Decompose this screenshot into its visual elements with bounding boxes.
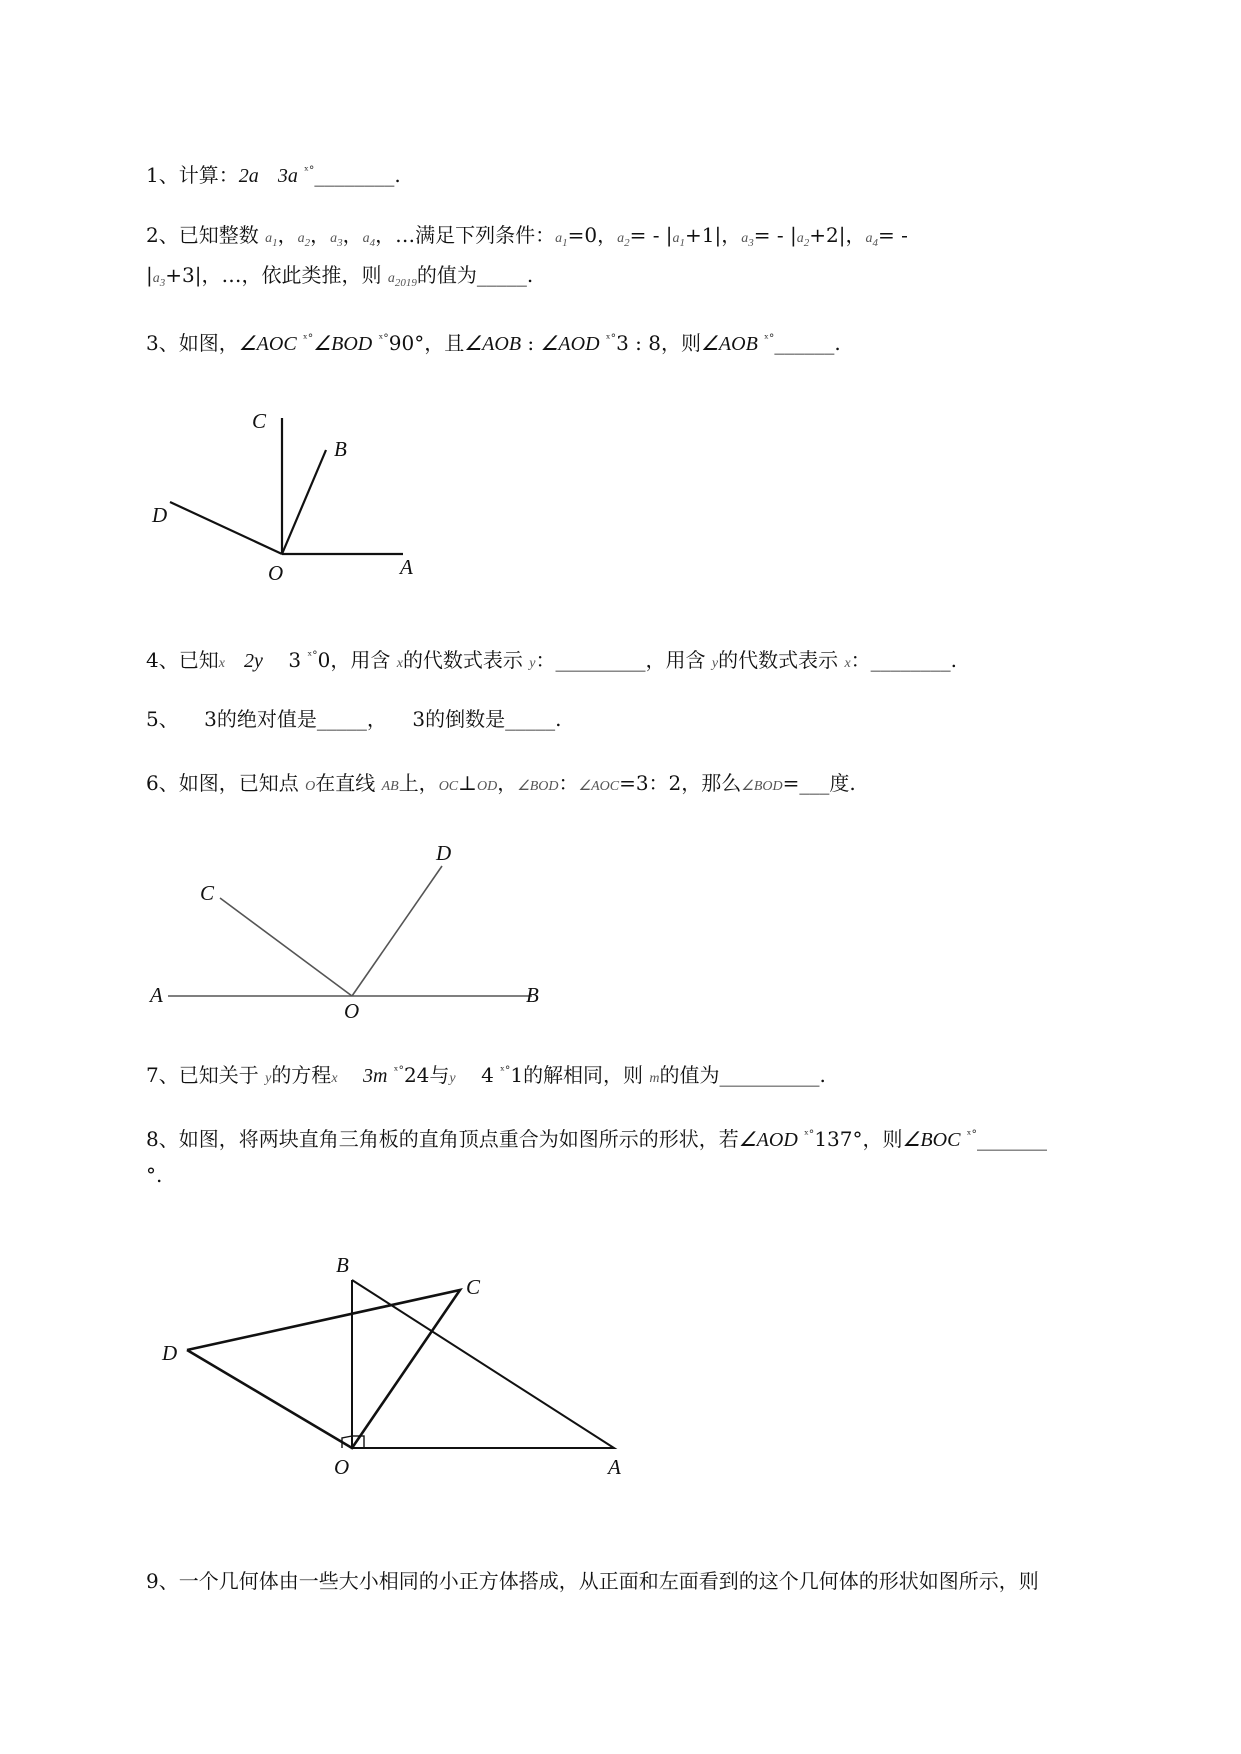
q4-var-x: x [218,656,225,671]
label-o: O [344,999,360,1022]
q4-var-y: y [529,656,536,671]
q6-end: 度. [829,771,856,795]
q7-end: . [819,1063,826,1087]
q2-abs-open: | [146,263,153,287]
question-1 [146,158,401,189]
question-8 [146,1122,1047,1153]
label-d: D [152,503,168,527]
label-a: A [400,555,413,579]
triangle-doc [187,1290,460,1448]
q5-answer-blank-2: _____ [505,707,556,731]
q7-var-x: x [331,1071,338,1086]
q6-equals: = [782,771,800,795]
q4-end: . [950,648,958,672]
q4-const-3: 3 [288,648,302,672]
q3-ratio: 3 : 8 [616,331,661,355]
q2-eq2a: = - | [629,223,673,247]
label-c: C [200,881,215,905]
q4-var-y: y [711,656,719,671]
q4-text: 的代数式表示 [718,648,845,672]
q3-angle-aob: ∠AOB [464,333,522,355]
q6-number: 6、如图，已知点 [146,771,306,795]
q7-answer-blank: __________ [719,1063,820,1087]
ray-od [170,502,282,554]
q6-comma: ， [497,771,518,795]
q1-equals-glyph: ˣ° [304,164,315,177]
q4-colon: ： [850,648,871,672]
label-b: B [526,983,539,1007]
q2-a4: $a_4$ [865,231,878,249]
q2-continuation: +3|，…，依此类推，则 [165,263,388,287]
question-3 [146,326,841,357]
q9-text: 9、一个几何体由一些大小相同的小正方体搭成，从正面和左面看到的这个几何体的形状如图所示，则 [146,1569,1039,1593]
q2-a2: $a_2$ [796,231,810,249]
q3-answer-blank: ______ [774,331,835,355]
q4-zero: 0 [317,648,331,672]
q6-text: 在直线 [315,771,382,795]
q3-equals-glyph: ˣ° [303,332,314,345]
q6-point-o: O [305,779,316,794]
q3-then: ，则 [660,331,701,355]
q1-expr-coef: 2 [238,165,249,187]
ray-oc [220,898,352,996]
q6-ratio: =3：2，那么 [619,771,742,795]
q2-a4: $a_4$ [362,231,376,249]
q2-eq3a: = - | [753,223,797,247]
q4-term-2y: 2y [244,650,263,672]
q4-var-x: x [844,656,851,671]
q2-eq3b: +2|， [809,223,866,247]
q2-a3: $a_3$ [152,271,166,289]
q1-number: 1、计算： [146,163,239,187]
q2-comma: ， [375,223,396,247]
q4-var-x: x [396,656,403,671]
q7-equals-glyph: ˣ° [500,1064,511,1077]
q7-var-m: m [649,1071,660,1086]
question-6 [146,770,856,800]
q7-equals-glyph: ˣ° [393,1064,404,1077]
q2-eq2b: +1|， [685,223,742,247]
q5-answer-blank-1: _____ [316,707,367,731]
label-c: C [466,1275,481,1299]
question-9 [146,1568,1039,1594]
q2-comma: ， [342,223,363,247]
ray-ob [282,450,326,554]
label-c: C [252,409,267,433]
q4-answer-blank-2: ________ [870,648,951,672]
q6-od: OD [476,779,498,794]
q7-number: 7、已知关于 [146,1063,266,1087]
label-d: D [162,1341,178,1365]
q1-answer-blank: ________ [314,163,395,187]
q6-answer-blank: ___ [799,771,830,795]
label-a: A [608,1455,621,1479]
q8-137deg: 137° [814,1127,863,1151]
q3-end: . [834,331,841,355]
q8-answer-blank: _______ [976,1127,1047,1151]
q3-equals-glyph: ˣ° [378,332,389,345]
q6-text: 上， [398,771,439,795]
q2-a3: $a_3$ [741,231,754,249]
q6-angle-bod: ∠BOD [517,779,559,794]
q7-text: 的解相同，则 [523,1063,650,1087]
q7-and: 与 [429,1063,450,1087]
q5-number: 5、 [146,707,179,731]
q7-term-3m: 3m [362,1065,388,1087]
q4-text: ，用含 [645,648,712,672]
q2-a2: $a_2$ [617,231,630,249]
q3-number: 3、如图， [146,331,239,355]
q8-then: ，则 [862,1127,903,1151]
q8-equals-glyph: ˣ° [804,1128,815,1141]
q2-eq1: =0， [567,223,618,247]
label-a: A [150,983,163,1007]
figure-q6-line-ab [140,832,560,1022]
q4-equals-glyph: ˣ° [307,649,318,662]
q2-a3: $a_3$ [330,231,343,249]
question-2-line-2 [146,262,533,296]
figure-q8-triangles [140,1240,640,1490]
q7-var-y: y [449,1071,456,1086]
figure-q3-angles [140,398,440,598]
question-8-line-2 [146,1162,162,1188]
q1-expr-var: a [248,165,259,187]
question-4 [146,643,957,677]
q6-angle-bod-ask: ∠BOD [741,779,783,794]
q5-end: . [555,707,562,731]
q2-eq4a: = - [877,223,908,247]
q6-colon: ： [558,771,579,795]
q5-sep: ， [366,707,387,731]
q3-and: ，且 [424,331,465,355]
q3-angle-aod: ∠AOD [540,333,600,355]
q2-a2: $a_2$ [297,231,311,249]
q8-angle-boc: ∠BOC [902,1129,961,1151]
question-5 [146,706,561,732]
q2-a1: $a_1$ [265,231,278,249]
q5-abs-text: 3的绝对值是 [204,707,317,731]
q4-number: 4、已知 [146,648,219,672]
q8-text: 8、如图，将两块直角三角板的直角顶点重合为如图所示的形状，若 [146,1127,739,1151]
q2-condition-text: …满足下列条件： [395,223,556,247]
q3-equals-glyph: ˣ° [764,332,775,345]
q2-answer-blank: _____ [476,263,527,287]
ray-od [352,866,442,996]
q2-comma: ， [310,223,331,247]
q1-expr-term: 3a [277,165,298,187]
q7-1: 1 [510,1063,524,1087]
q8-angle-aod: ∠AOD [738,1129,798,1151]
q7-24: 24 [403,1063,430,1087]
q4-colon: ： [535,648,556,672]
q5-reciprocal-text: 3的倒数是 [412,707,506,731]
q2-number: 2、已知整数 [146,223,266,247]
q6-oc: OC [438,779,459,794]
q2-comma: ， [277,223,298,247]
q8-equals-glyph: ˣ° [966,1128,977,1141]
q7-4: 4 [481,1063,494,1087]
q2-end: . [526,263,534,287]
q6-angle-aoc: ∠AOC [578,779,620,794]
q6-perp: ⊥ [458,771,477,795]
q3-angle-aob-ask: ∠AOB [700,333,758,355]
q3-angle-bod: ∠BOD [313,333,373,355]
label-o: O [334,1455,350,1479]
label-o: O [268,561,284,585]
q8-end: °. [146,1163,163,1187]
q3-equals-glyph: ˣ° [605,332,617,345]
label-d: D [436,841,452,865]
q3-ratio-colon: : [521,331,541,355]
q3-angle-aoc: ∠AOC [238,333,297,355]
q7-var-y: y [265,1071,272,1086]
q6-line-ab: AB [381,779,399,794]
q2-a1: $a_1$ [672,231,686,249]
label-b: B [336,1253,349,1277]
question-7 [146,1058,826,1092]
label-b: B [334,437,347,461]
q7-text: 的值为 [659,1063,720,1087]
q1-end: . [394,163,401,187]
q2-value-text: 的值为 [416,263,477,287]
q4-answer-blank-1: _________ [555,648,646,672]
q4-text: 的代数式表示 [402,648,530,672]
q7-text: 的方程 [271,1063,332,1087]
q2-a1: $a_1$ [555,231,568,249]
q3-90deg: 90° [388,331,425,355]
question-2 [146,222,908,256]
q2-a2019: $a_{2019}$ [387,271,417,289]
q4-text: ，用含 [330,648,397,672]
